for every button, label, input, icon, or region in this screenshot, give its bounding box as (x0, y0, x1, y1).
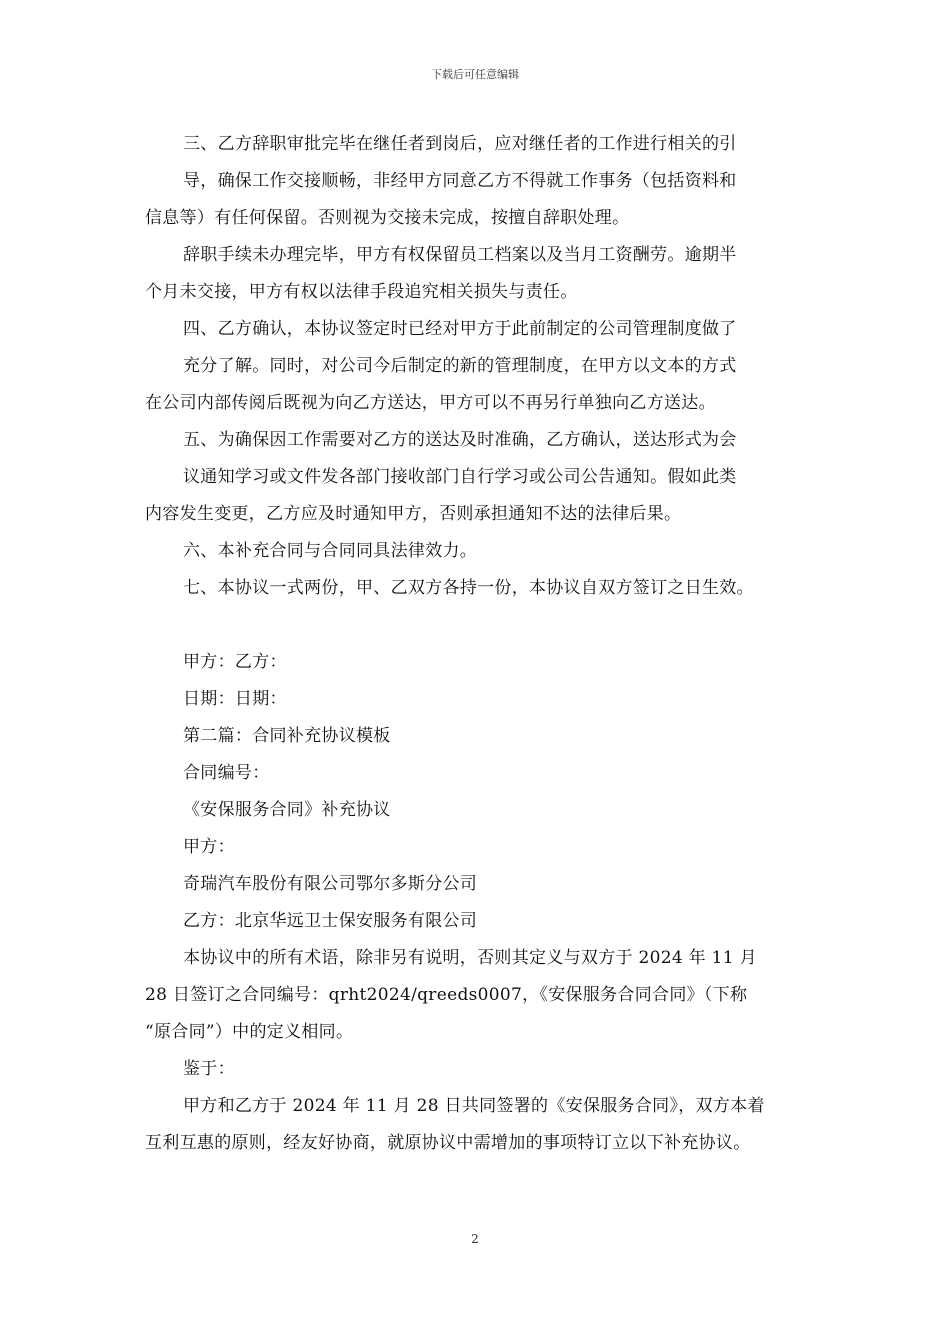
paragraph-line: 议通知学习或文件发各部门接收部门自行学习或公司公告通知。假如此类 (183, 467, 737, 487)
page-number: 2 (471, 1232, 479, 1246)
paragraph-line: 辞职手续未办理完毕，甲方有权保留员工档案以及当月工资酬劳。逾期半 (183, 245, 737, 265)
signature-date-line: 日期：日期： (183, 689, 287, 709)
paragraph-line: 互利互惠的原则，经友好协商，就原协议中需增加的事项特订立以下补充协议。 (145, 1133, 751, 1153)
contract-number-label: 合同编号： (183, 763, 270, 783)
paragraph-line: 本协议中的所有术语，除非另有说明，否则其定义与双方于 2024 年 11 月 (183, 948, 757, 968)
blank-line (145, 607, 825, 644)
paragraph-line: 六、本补充合同与合同同具法律效力。 (183, 541, 478, 561)
paragraph-line: 甲方和乙方于 2024 年 11 月 28 日共同签署的《安保服务合同》，双方本着 (183, 1096, 765, 1116)
paragraph-line: 七、本协议一式两份，甲、乙双方各持一份，本协议自双方签订之日生效。 (183, 578, 754, 598)
whereas-label: 鉴于： (183, 1059, 235, 1079)
page-header: 下载后可任意编辑 (431, 68, 519, 81)
paragraph-line: 信息等）有任何保留。否则视为交接未完成，按擅自辞职处理。 (145, 208, 630, 228)
paragraph-line: 个月未交接，甲方有权以法律手段追究相关损失与责任。 (145, 282, 578, 302)
paragraph-line: 28 日签订之合同编号：qrht2024/qreeds0007，《安保服务合同合同》（下称 (145, 985, 748, 1005)
party-a-name: 奇瑞汽车股份有限公司鄂尔多斯分公司 (183, 874, 478, 894)
paragraph-line: 五、为确保因工作需要对乙方的送达及时准确，乙方确认，送达形式为会 (183, 430, 737, 450)
paragraph-line: 充分了解。同时，对公司今后制定的新的管理制度，在甲方以文本的方式 (183, 356, 737, 376)
agreement-title: 《安保服务合同》补充协议 (183, 800, 391, 820)
paragraph-line: 在公司内部传阅后既视为向乙方送达，甲方可以不再另行单独向乙方送达。 (145, 393, 716, 413)
paragraph-line: 内容发生变更，乙方应及时通知甲方，否则承担通知不达的法律后果。 (145, 504, 682, 524)
section-title: 第二篇：合同补充协议模板 (183, 726, 391, 746)
paragraph-line: “原合同”）中的定义相同。 (145, 1022, 354, 1042)
signature-party-line: 甲方：乙方： (183, 652, 287, 672)
paragraph-line: 四、乙方确认，本协议签定时已经对甲方于此前制定的公司管理制度做了 (183, 319, 737, 339)
party-a-label: 甲方： (183, 837, 235, 857)
paragraph-line: 三、乙方辞职审批完毕在继任者到岗后，应对继任者的工作进行相关的引 (183, 134, 737, 154)
document-body (145, 126, 825, 1162)
party-b-line: 乙方：北京华远卫士保安服务有限公司 (183, 911, 478, 931)
paragraph-line: 导，确保工作交接顺畅，非经甲方同意乙方不得就工作事务（包括资料和 (183, 171, 737, 191)
